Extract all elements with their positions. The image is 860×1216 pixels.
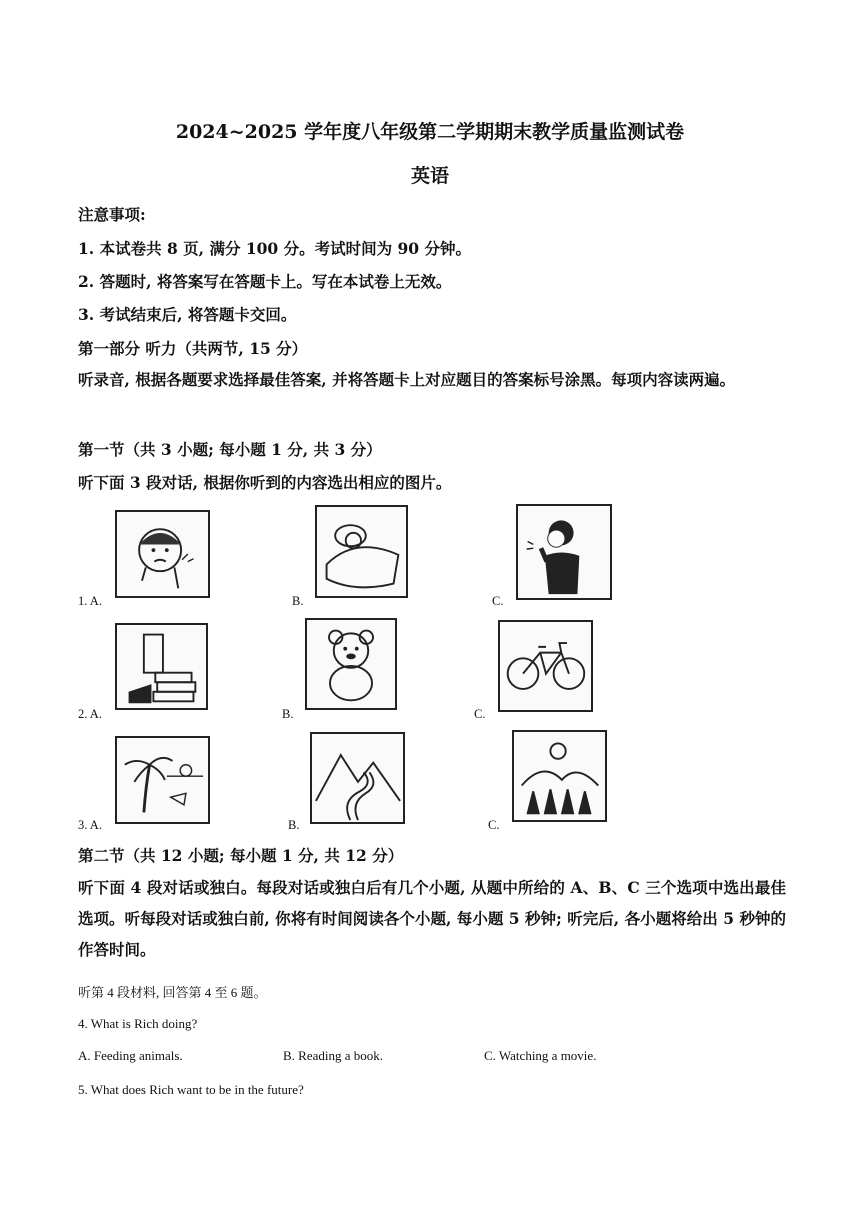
q4-option-b: B. Reading a book.: [283, 1048, 384, 1063]
q4-stem: 4. What is Rich doing?: [78, 1016, 198, 1031]
q3-label-b: B.: [288, 818, 300, 832]
material-note: 听第 4 段材料, 回答第 4 至 6 题。: [78, 985, 267, 1000]
beach-palm-icon: [115, 736, 210, 824]
exam-subject: 英语: [410, 165, 449, 187]
section2-heading: 第二节（共 12 小题; 每小题 1 分, 共 12 分）: [78, 846, 404, 865]
toothache-boy-icon: [115, 510, 210, 598]
part1-instruction: 听录音, 根据各题要求选择最佳答案, 并将答题卡上对应题目的答案标号涂黑。每项内容读两遍。: [78, 370, 736, 389]
q5-stem: 5. What does Rich want to be in the future?: [78, 1082, 304, 1097]
books-stack-icon: [115, 623, 208, 710]
q1-label-b: B.: [292, 594, 304, 608]
q2-label-c: C.: [474, 707, 486, 721]
q3-label-c: C.: [488, 818, 500, 832]
bicycle-icon: [498, 620, 593, 712]
forest-mountain-icon: [512, 730, 607, 822]
coughing-boy-icon: [516, 504, 612, 600]
teddy-bear-icon: [305, 618, 397, 710]
sick-in-bed-icon: [315, 505, 408, 598]
q4-option-c: C. Watching a movie.: [484, 1048, 597, 1063]
exam-title: 2024~2025 学年度八年级第二学期期末教学质量监测试卷: [175, 121, 685, 143]
section1-instruction: 听下面 3 段对话, 根据你听到的内容选出相应的图片。: [78, 473, 452, 492]
note-item-3: 3. 考试结束后, 将答题卡交回。: [78, 305, 297, 324]
q2-label-b: B.: [282, 707, 294, 721]
q2-label-a: 2. A.: [78, 707, 102, 721]
q1-label-a: 1. A.: [78, 594, 102, 608]
q3-label-a: 3. A.: [78, 818, 102, 832]
q1-label-c: C.: [492, 594, 504, 608]
part1-heading: 第一部分 听力（共两节, 15 分）: [78, 339, 308, 358]
q4-option-a: A. Feeding animals.: [78, 1048, 183, 1063]
mountain-road-icon: [310, 732, 405, 824]
notes-heading: 注意事项:: [78, 205, 146, 224]
note-item-1: 1. 本试卷共 8 页, 满分 100 分。考试时间为 90 分钟。: [78, 239, 471, 258]
section1-heading: 第一节（共 3 小题; 每小题 1 分, 共 3 分）: [78, 440, 382, 459]
note-item-2: 2. 答题时, 将答案写在答题卡上。写在本试卷上无效。: [78, 272, 452, 291]
section2-instruction: 听下面 4 段对话或独白。每段对话或独白后有几个小题, 从题中所给的 A、B、C 三个选项中选出最佳选项。听每段对话或独白前, 你将有时间阅读各个小题, 每小题 5 秒钟; 听完后, 各小题将给出 5 秒钟的作答时间。: [78, 878, 786, 959]
